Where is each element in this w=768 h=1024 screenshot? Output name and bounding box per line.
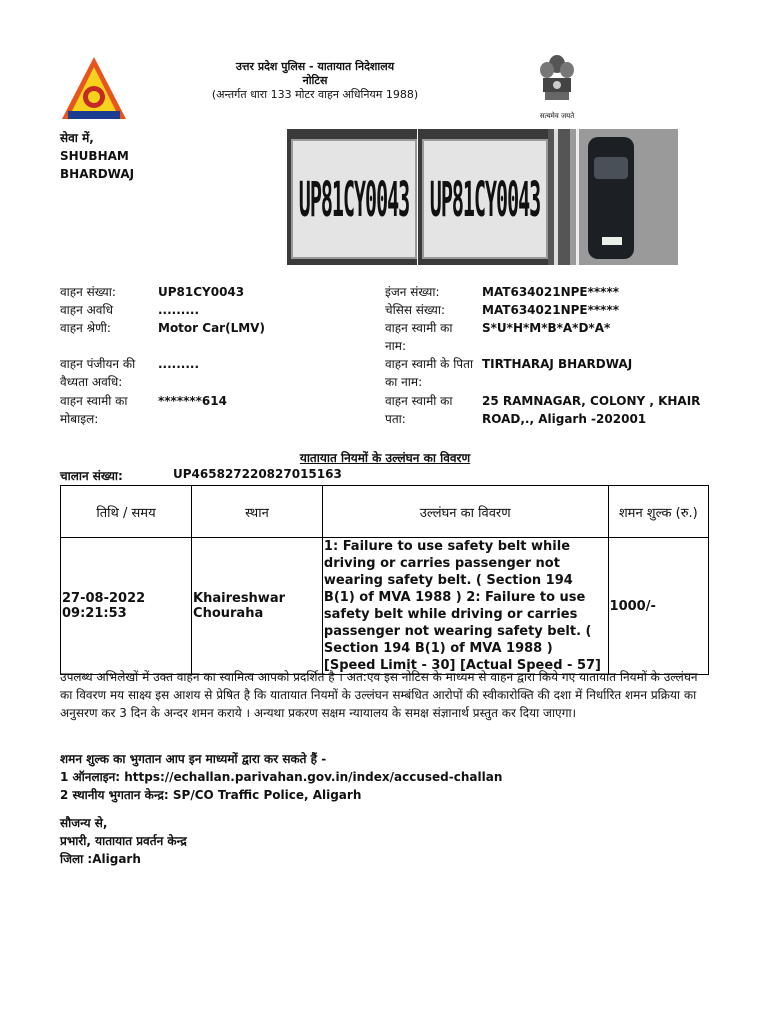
cell-location: Khaireshwar Chouraha	[192, 538, 323, 675]
period-label: वाहन अवधि	[60, 303, 113, 317]
mobile-label-line1: वाहन स्वामी का	[60, 394, 128, 408]
engine-label: इंजन संख्या:	[385, 285, 440, 299]
violation-section-title: यातायात नियमों के उल्लंघन का विवरण	[299, 451, 471, 465]
col-violation-details: उल्लंघन का विवरण	[322, 486, 608, 538]
period-value: .........	[158, 303, 200, 317]
evidence-photo-plate-2	[418, 129, 548, 265]
address-value-line2: ROAD,., Aligarh -202001	[482, 412, 647, 426]
cell-fine: 1000/-	[608, 538, 708, 675]
payment-section	[60, 750, 502, 804]
plate-text: UP81CY0043	[429, 170, 541, 228]
father-label-line2: का नाम:	[385, 375, 423, 389]
owner-label-line2: नाम:	[385, 339, 406, 353]
signoff-courtesy: सौजन्य से,	[60, 816, 108, 830]
engine-value: MAT634021NPE*****	[482, 285, 619, 299]
category-value: Motor Car(LMV)	[158, 321, 265, 335]
col-fine: शमन शुल्क (रु.)	[608, 486, 708, 538]
table-header-row	[61, 486, 709, 538]
address-label	[385, 392, 453, 428]
signoff	[60, 814, 187, 868]
payment-heading: शमन शुल्क का भुगतान आप इन माध्यमों द्वारा कर सकते हैं -	[60, 752, 327, 766]
validity-label	[60, 355, 135, 391]
header-title: उत्तर प्रदेश पुलिस - यातायात निदेशालय	[235, 60, 395, 73]
challan-number: UP465827220827015163	[173, 467, 342, 481]
addressee-name-line1: SHUBHAM	[60, 149, 129, 163]
owner-label-line1: वाहन स्वामी का	[385, 321, 453, 335]
table-row	[61, 538, 709, 675]
reg-value: UP81CY0043	[158, 285, 245, 299]
validity-label-line1: वाहन पंजीयन की	[60, 357, 136, 371]
payment-online[interactable]: 1 ऑनलाइन: https://echallan.parivahan.gov.in/index/accused-challan	[60, 770, 503, 784]
father-label	[385, 355, 473, 391]
mobile-label-line2: मोबाइल:	[60, 412, 99, 426]
traffic-directorate-logo	[60, 55, 128, 121]
salutation: सेवा में,	[60, 131, 94, 145]
address-value	[482, 392, 700, 428]
mobile-value: *******614	[158, 394, 227, 408]
challan-label: चालान संख्या:	[60, 469, 123, 483]
header-notice: नोटिस	[302, 74, 328, 87]
violation-table	[60, 485, 709, 675]
father-value: TIRTHARAJ BHARDWAJ	[482, 357, 633, 371]
col-datetime: तिथि / समय	[61, 486, 192, 538]
col-location: स्थान	[192, 486, 323, 538]
notice-paragraph: उपलब्ध अभिलेखों में उक्त वाहन का स्वामित्व आपको प्रदर्शित है । अत:एव इस नोटिस के माध्यम से वाहन द्वारा किये गए यातायात नियमों के उल्लंघन का विवरण मय साक्ष्य इस आशय से प्रेषित है कि यातायात नियमों के उल्लंघन सम्बंधित आरोपों की स्वीकारोक्ति की दशा में निर्धारित शमन प्रक्रिया का अनुसरण कर 3 दिन के अन्दर शमन कराये । अन्यथा प्रकरण सक्षम न्यायालय के समक्ष संज्ञानार्थ प्रस्तुत कर दिया जाएगा।	[60, 670, 698, 720]
cell-datetime: 27-08-2022 09:21:53	[61, 538, 192, 675]
chassis-value: MAT634021NPE*****	[482, 303, 619, 317]
emblem-caption: सत्यमेव जयते	[539, 112, 575, 120]
owner-value: S*U*H*M*B*A*D*A*	[482, 321, 611, 335]
mobile-label	[60, 392, 128, 428]
validity-value: .........	[158, 357, 200, 371]
header-act: (अन्तर्गत धारा 133 मोटर वाहन अधिनियम 1988)	[211, 88, 419, 101]
addressee	[60, 129, 134, 183]
cell-violation-details: 1: Failure to use safety belt while driving or carries passenger not wearing safety belt. ( Section 194 B(1) of MVA 1988 ) 2: Failure to use safety belt while driving or carries passenger not wearing safety belt. ( Section 194 B(1) of MVA 1988 ) [Speed Limit - 30] [Actual Speed - 57]	[322, 538, 608, 675]
plate-text: UP81CY0043	[298, 170, 410, 228]
evidence-photo-car	[548, 129, 678, 265]
signoff-designation: प्रभारी, यातायात प्रवर्तन केन्द्र	[60, 834, 187, 848]
addressee-name-line2: BHARDWAJ	[60, 167, 135, 181]
address-value-line1: 25 RAMNAGAR, COLONY , KHAIR	[482, 394, 701, 408]
father-label-line1: वाहन स्वामी के पिता	[385, 357, 474, 371]
validity-label-line2: वैध्यता अवधि:	[60, 375, 123, 389]
reg-label: वाहन संख्या:	[60, 285, 116, 299]
owner-label	[385, 319, 453, 355]
payment-local: 2 स्थानीय भुगतान केन्द्र: SP/CO Traffic Police, Aligarh	[60, 788, 362, 802]
evidence-photo-plate-1	[287, 129, 417, 265]
address-label-line1: वाहन स्वामी का	[385, 394, 453, 408]
signoff-district: जिला :Aligarh	[60, 852, 141, 866]
chassis-label: चेसिस संख्या:	[385, 303, 446, 317]
category-label: वाहन श्रेणी:	[60, 321, 111, 335]
address-label-line2: पता:	[385, 412, 406, 426]
state-emblem	[537, 52, 577, 112]
